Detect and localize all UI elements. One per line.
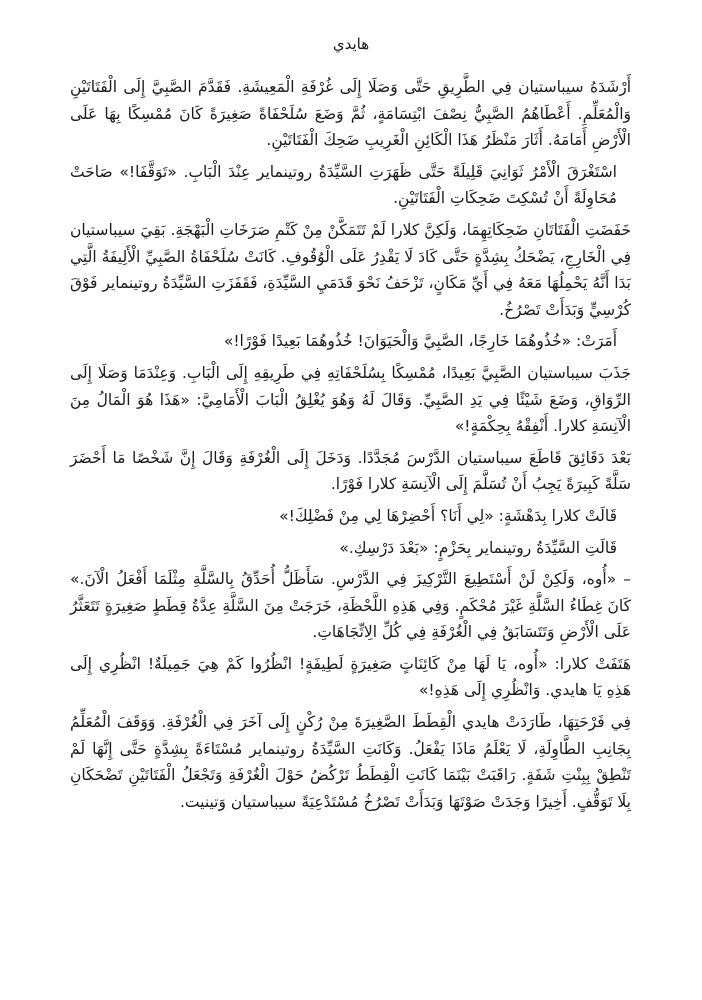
paragraph-9: – «أُوه، وَلَكِنْ لَنْ أَسْتَطِيعَ التَّرْكِيزَ فِي الدَّرْسِ. سَأَظَلُّ أُحَدِّقُ بِالسَّلَّةِ مِثْلَمَا أَفْعَلُ الْآنَ.» كَانَ غِطَاءُ السَّلَّةِ غَيْرَ مُحْكَمٍ. وَفِي هَذِهِ اللَّحْظَةِ، خَرَجَتْ مِنَ السَّلَّةِ عِدَّةُ قِطَطٍ صَغِيرَةٍ تَتَعَثَّرُ عَلَى الْأَرْضِ وَتَتَسَابَقُ فِي الْغُرْفَةِ فِي كُلِّ الِاتِّجَاهَاتِ. <box>70 570 631 642</box>
paragraph-5: جَذَبَ سيباستيان الصَّبِيَّ بَعِيدًا، مُمْسِكًا بِسُلَحْفَاتِهِ فِي طَرِيقِهِ إِلَى الْبَابِ. وَعِنْدَمَا وَصَلَا إِلَى الرِّوَاقِ، وَضَعَ شَيْئًا فِي يَدِ الصَّبِيِّ. وَقَالَ لَهُ وَهُوَ يُغْلِقُ الْبَابَ الْأَمَامِيَّ: «هَذَا هُوَ الْمَالُ مِنَ الْآنِسَةِ كلارا. أَنْفِقْهُ بِحِكْمَةٍ!» <box>70 363 631 436</box>
paragraph-8: قَالَتِ السَّيِّدَةُ روتينماير بِحَزْمٍ: «بَعْدَ دَرْسِكِ.» <box>339 538 617 557</box>
paragraph-7: قَالَتْ كلارا بِدَهْشَةٍ: «لِي أَنَا؟ أَحْضِرْهَا لِي مِنْ فَضْلِكَ!» <box>279 506 617 525</box>
paragraph-6: بَعْدَ دَقَائِقَ قَاطَعَ سيباستيان الدَّرْسَ مُجَدَّدًا. وَدَخَلَ إِلَى الْغُرْفَةِ وَقَالَ إِنَّ شَخْصًا مَا أَحْضَرَ سَلَّةً كَبِيرَةً يَجِبُ أَنْ تُسَلَّمَ إِلَى الْآنِسَةِ كلارا فَوْرًا. <box>70 448 631 494</box>
paragraph-10: هَتَفَتْ كلارا: «أُوه، يَا لَهَا مِنْ كَائِنَاتٍ صَغِيرَةٍ لَطِيفَةٍ! انْظُرُوا كَمْ هِيَ جَمِيلَةٌ! انْظُرِي إِلَى هَذِهِ يَا هايدي. وَانْظُرِي إِلَى هَذِهِ!» <box>70 654 631 700</box>
paragraph-4: أَمَرَتْ: «خُذُوهُمَا خَارِجًا، الصَّبِيَّ وَالْحَيَوَانَ! خُذُوهُمَا بَعِيدًا فَوْرًا!» <box>223 332 617 351</box>
paragraph-2: اسْتَغْرَقَ الْأَمْرُ ثَوَانِيَ قَلِيلَةً حَتَّى ظَهَرَتِ السَّيِّدَةُ روتينماير عِنْدَ الْبَابِ. «تَوَقَّفَا!» صَاحَتْ مُحَاوِلَةً أَنْ تُسْكِتَ ضَحِكَاتِ الْفَتَاتَيْنِ. <box>70 162 617 208</box>
paragraph-1: أَرْشَدَهُ سيباستيان فِي الطَّرِيقِ حَتَّى وَصَلَا إِلَى غُرْفَةِ الْمَعِيشَةِ. فَقَدَّمَ الصَّبِيَّ إِلَى الْفَتَاتَيْنِ وَالْمُعَلِّمِ. أَعْطَاهُمُ الصَّبِيُّ نِصْفَ ابْتِسَامَةٍ، ثُمَّ وَضَعَ سُلَحْفَاةً صَغِيرَةً كَانَ مُمْسِكًا بِهَا عَلَى الْأَرْضِ أَمَامَهُ. أَثَارَ مَنْظَرُ هَذَا الْكَائِنِ الْغَرِيبِ ضَحِكَ الْفَتَاتَيْنِ. <box>70 78 631 150</box>
story-text <box>70 74 631 820</box>
page-header-title: هايدي <box>332 35 370 53</box>
paragraph-3: خَفَضَتِ الْفَتَاتَانِ ضَحِكَاتِهِمَا، وَلَكِنَّ كلارا لَمْ تَتَمَكَّنْ مِنْ كَتْمِ صَرَخَاتِ الْبَهْجَةِ. بَقِيَ سيباستيان فِي الْخَارِجِ، يَضْحَكُ بِشِدَّةٍ حَتَّى كَادَ لَا يَقْدِرُ عَلَى الْوُقُوفِ. كَانَتْ سُلَحْفَاةُ الصَّبِيِّ الْأَلِيفَةُ الَّتِي بَدَا أَنَّهُ يَحْمِلُهَا مَعَهُ فِي أَيِّ مَكَانٍ، تَزْحَفُ نَحْوَ قَدَمَيِ السَّيِّدَةِ، فَقَفَزَتِ السَّيِّدَةُ روتينماير فَوْقَ كُرْسِيٍّ وَبَدَأَتْ تَصْرُخُ. <box>70 220 631 319</box>
paragraph-11: فِي فَرْحَتِهَا، طَارَدَتْ هايدي الْقِطَطَ الصَّغِيرَةَ مِنْ رُكْنٍ إِلَى آخَرَ فِي الْغُرْفَةِ. وَوَقَفَ الْمُعَلِّمُ بِجَانِبِ الطَّاوِلَةِ، لَا يَعْلَمُ مَاذَا يَفْعَلُ. وَكَانَتِ السَّيِّدَةُ روتينماير مُسْتَاءَةً بِشِدَّةٍ حَتَّى إِنَّهَا لَمْ تَنْطِقْ بِبِنْتِ شَفَةٍ. رَاقَبَتْ بَيْنَمَا كَانَتِ الْقِطَطُ تَرْكُضُ حَوْلَ الْغُرْفَةِ وَتَجْعَلُ الْفَتَاتَيْنِ تَضْحَكَانِ بِلَا تَوَقُّفٍ. أَخِيرًا وَجَدَتْ صَوْتَهَا وَبَدَأَتْ تَصْرُخُ مُسْتَدْعِيَةً سيباستيان وَتينيت. <box>70 713 631 811</box>
